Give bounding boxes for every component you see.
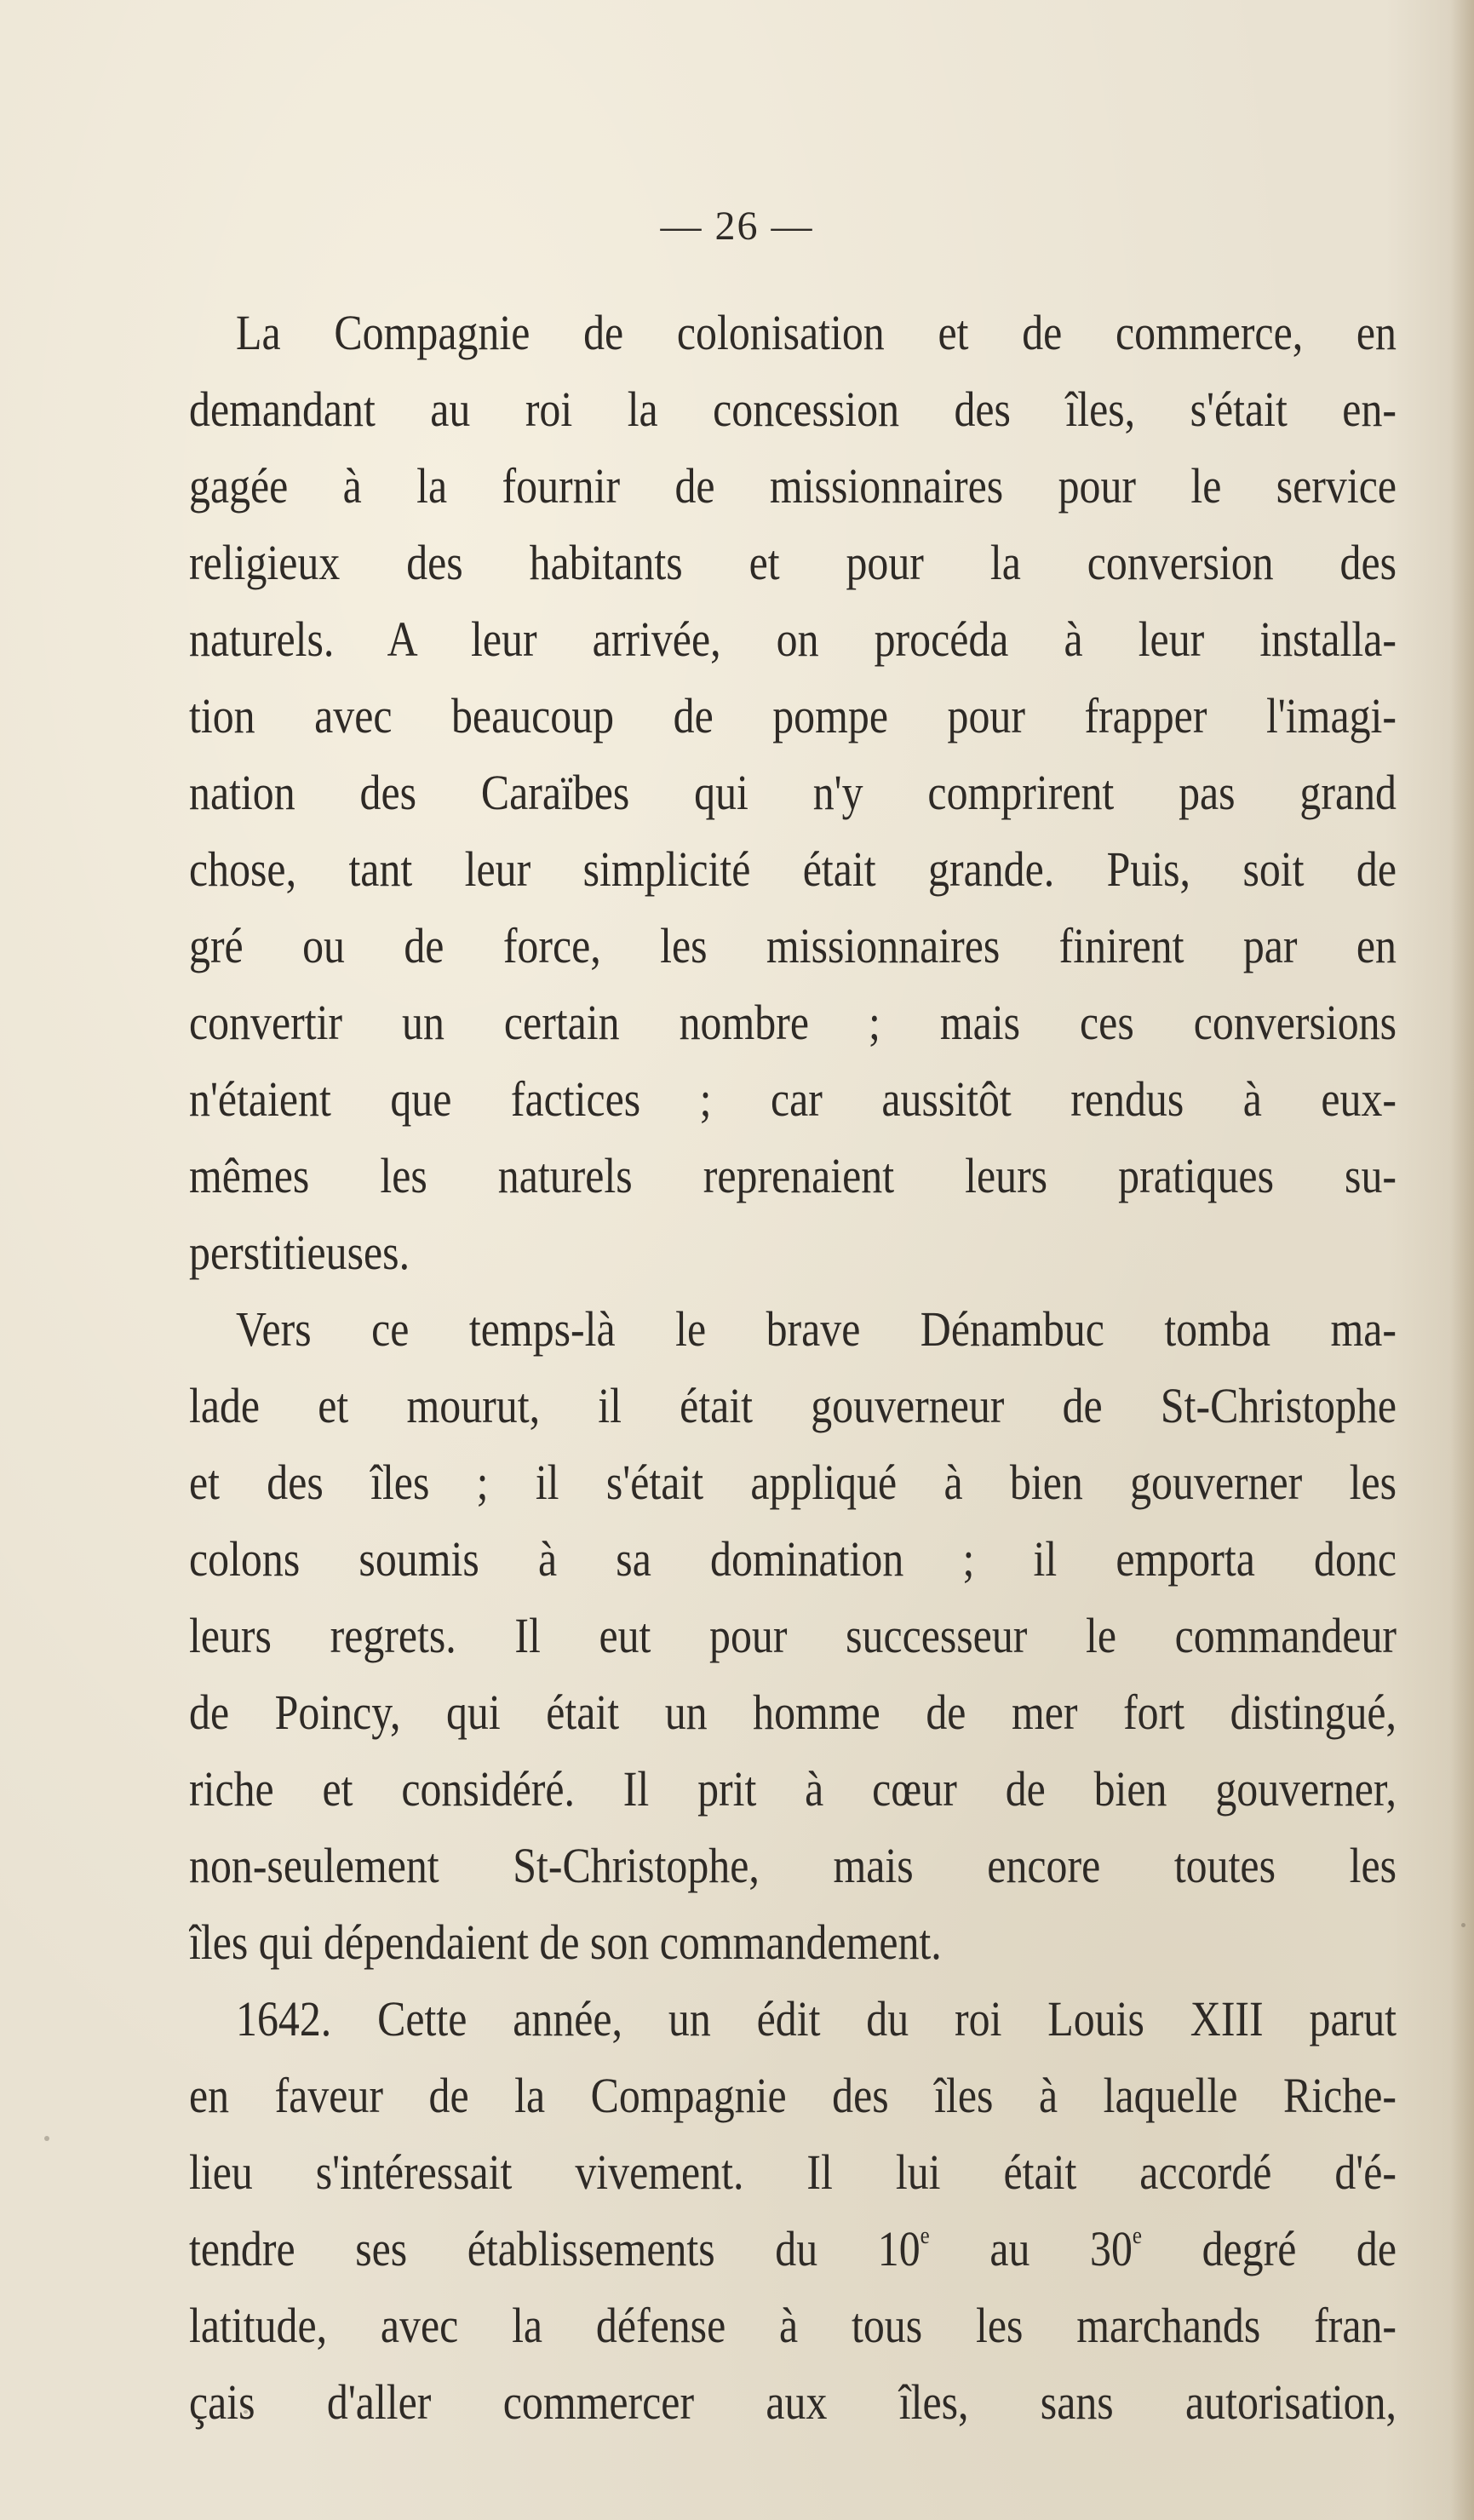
- paper-speck: [1461, 1923, 1465, 1927]
- superscript: e: [920, 2221, 930, 2249]
- text-line: chose, tant leur simplicité était grande. Puis, soit de: [189, 841, 1397, 897]
- text-line: mêmes les naturels reprenaient leurs pratiques su-: [189, 1148, 1397, 1203]
- text-line: convertir un certain nombre ; mais ces conversions: [189, 995, 1397, 1050]
- page-number: — 26 —: [660, 204, 814, 249]
- text-line: demandant au roi la concession des îles, s'était en-: [189, 382, 1397, 437]
- text-line: et des îles ; il s'était appliqué à bien gouverner les: [189, 1455, 1397, 1510]
- text-line: religieux des habitants et pour la conversion des: [189, 535, 1397, 590]
- superscript: e: [1132, 2221, 1142, 2249]
- text-line: îles qui dépendaient de son commandement.: [189, 1914, 942, 1970]
- text-line: n'étaient que factices ; car aussitôt rendus à eux-: [189, 1071, 1397, 1127]
- paper-speck: [44, 2136, 49, 2141]
- text-line-with-superscripts: [189, 2211, 1397, 2288]
- text-line: tion avec beaucoup de pompe pour frapper l'imagi-: [189, 688, 1397, 743]
- text-line: leurs regrets. Il eut pour successeur le commandeur: [189, 1608, 1397, 1663]
- text-line: colons soumis à sa domination ; il emporta donc: [189, 1531, 1397, 1587]
- page-edge-shadow: [1450, 0, 1474, 2520]
- body-text: [189, 295, 1397, 2441]
- text-line: gré ou de force, les missionnaires finirent par en: [189, 918, 1397, 973]
- text-line: çais d'aller commercer aux îles, sans autorisation,: [189, 2374, 1397, 2430]
- text-line: naturels. A leur arrivée, on procéda à leur installa-: [189, 611, 1397, 667]
- text-line: lade et mourut, il était gouverneur de St-Christophe: [189, 1378, 1397, 1433]
- text-line: nation des Caraïbes qui n'y comprirent pas grand: [189, 765, 1397, 820]
- text-line: riche et considéré. Il prit à cœur de bien gouverner,: [189, 1761, 1397, 1817]
- text-line: 1642. Cette année, un édit du roi Louis XIII parut: [236, 1991, 1397, 2046]
- text-line: gagée à la fournir de missionnaires pour le service: [189, 458, 1397, 514]
- text-fragment: tendre ses établissements du 10: [189, 2221, 921, 2276]
- text-line: de Poincy, qui était un homme de mer fort distingué,: [189, 1685, 1397, 1740]
- text-line: Vers ce temps-là le brave Dénambuc tomba ma-: [236, 1301, 1397, 1357]
- text-line: en faveur de la Compagnie des îles à laquelle Riche-: [189, 2068, 1397, 2123]
- text-line: La Compagnie de colonisation et de commerce, en: [236, 305, 1397, 360]
- text-fragment: au 30: [929, 2221, 1133, 2276]
- text-fragment: degré de: [1141, 2221, 1397, 2276]
- text-line: perstitieuses.: [189, 1225, 410, 1280]
- text-line: latitude, avec la défense à tous les marchands fran-: [189, 2298, 1397, 2353]
- text-line: non-seulement St-Christophe, mais encore toutes les: [189, 1838, 1397, 1893]
- text-line: lieu s'intéressait vivement. Il lui était accordé d'é-: [189, 2144, 1397, 2200]
